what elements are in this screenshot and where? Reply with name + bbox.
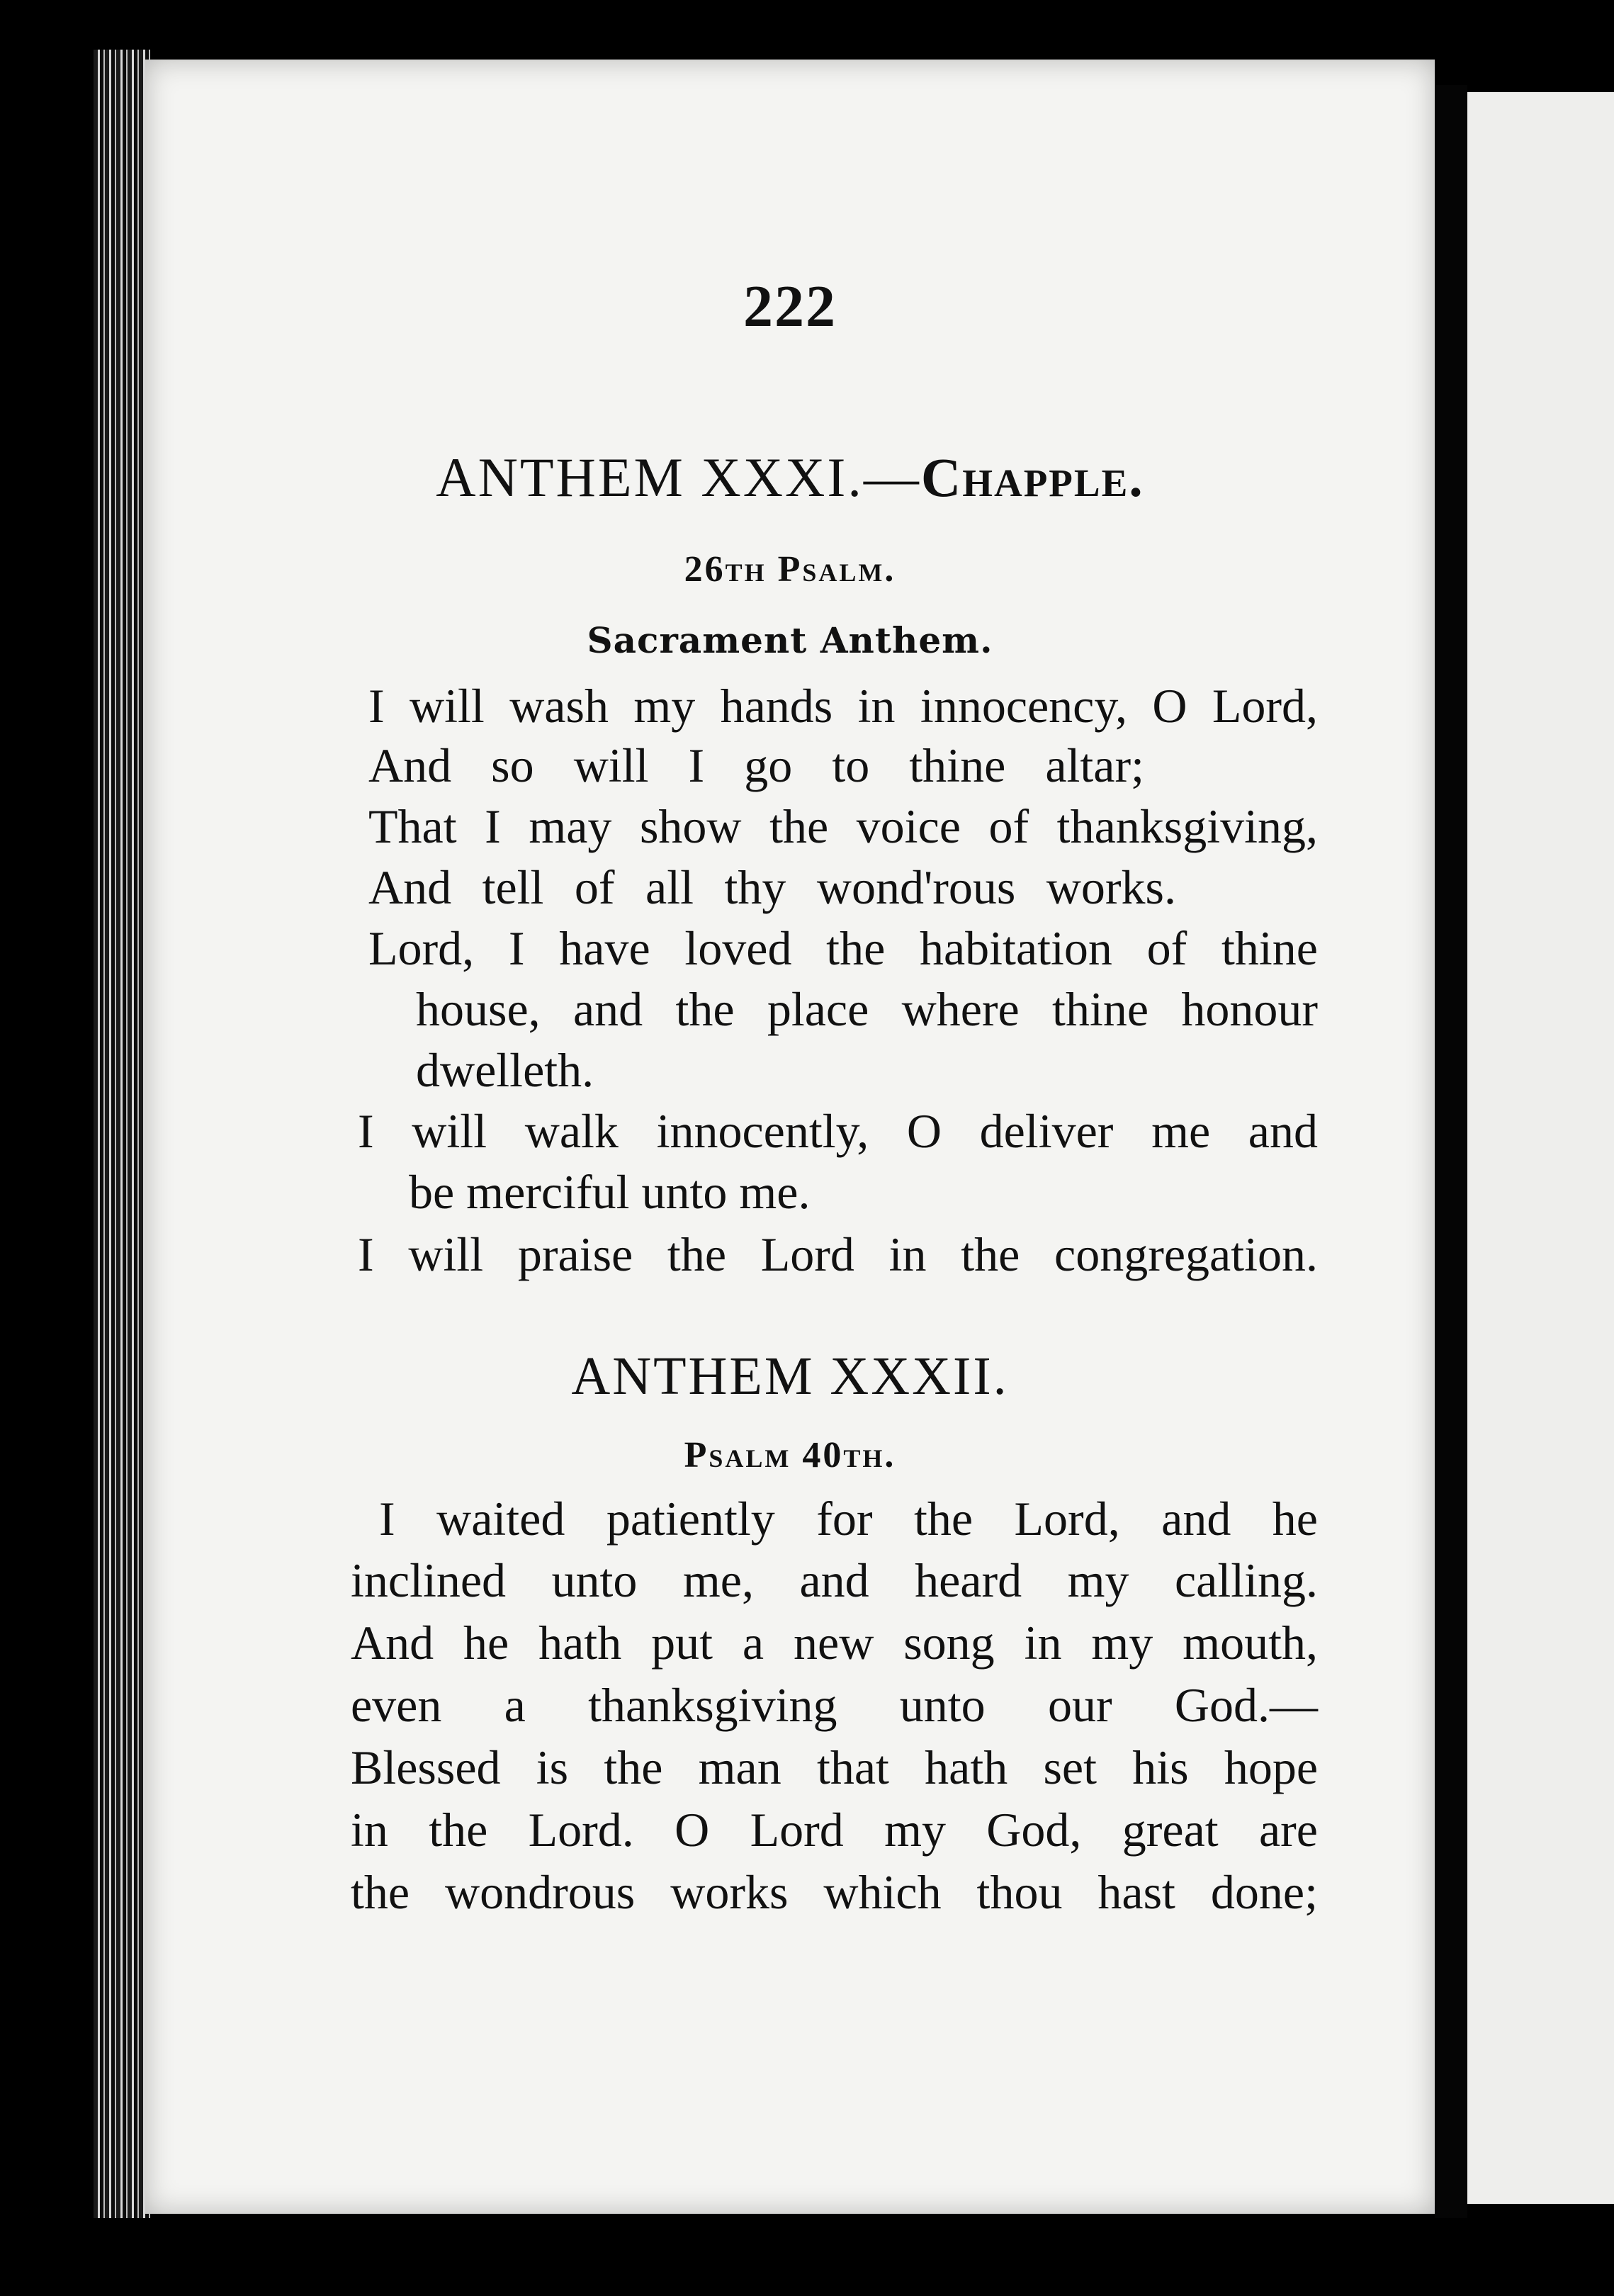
- paragraph-line: I waited patiently for the Lord, and he: [379, 1492, 1318, 1546]
- anthem-31-psalm: 26th Psalm.: [684, 549, 896, 590]
- page-number: 222: [743, 274, 837, 339]
- book-gutter: [1435, 85, 1467, 2218]
- verse-line: I will praise the Lord in the congregation.: [358, 1227, 1318, 1281]
- paragraph-line: in the Lord. O Lord my God, great are: [351, 1803, 1318, 1857]
- anthem-31-title-text: ANTHEM XXXI.—: [436, 446, 921, 508]
- verse-line: house, and the place where thine honour: [416, 982, 1318, 1036]
- anthem-32-title: ANTHEM XXXII.: [571, 1346, 1009, 1406]
- anthem-32-psalm: Psalm 40th.: [684, 1435, 896, 1475]
- verse-line: be merciful unto me.: [409, 1165, 811, 1219]
- paragraph-line: inclined unto me, and heard my calling.: [351, 1553, 1318, 1607]
- verse-line: I will wash my hands in innocency, O Lord,: [368, 679, 1318, 733]
- anthem-31-composer: Chapple.: [920, 446, 1144, 508]
- verse-line: And so will I go to thine altar;: [368, 738, 1144, 792]
- paragraph-line: And he hath put a new song in my mouth,: [351, 1616, 1318, 1670]
- verse-line: I will walk innocently, O deliver me and: [358, 1104, 1318, 1158]
- paragraph-line: even a thanksgiving unto our God.—: [351, 1678, 1318, 1732]
- page-edge-stack: [94, 50, 150, 2218]
- paragraph-line: Blessed is the man that hath set his hope: [351, 1740, 1318, 1794]
- verse-line: And tell of all thy wond'rous works.: [368, 860, 1176, 914]
- verse-line: Lord, I have loved the habitation of thine: [368, 921, 1318, 975]
- book-page: [145, 60, 1435, 2214]
- anthem-31-subtitle: Sacrament Anthem.: [587, 619, 993, 661]
- verse-line: dwelleth.: [416, 1043, 594, 1097]
- anthem-31-title: [145, 446, 1435, 510]
- paragraph-line: the wondrous works which thou hast done;: [351, 1865, 1318, 1919]
- facing-page-edge: [1467, 92, 1614, 2204]
- page-content: [145, 60, 1435, 2214]
- verse-line: That I may show the voice of thanksgiving,: [368, 799, 1318, 853]
